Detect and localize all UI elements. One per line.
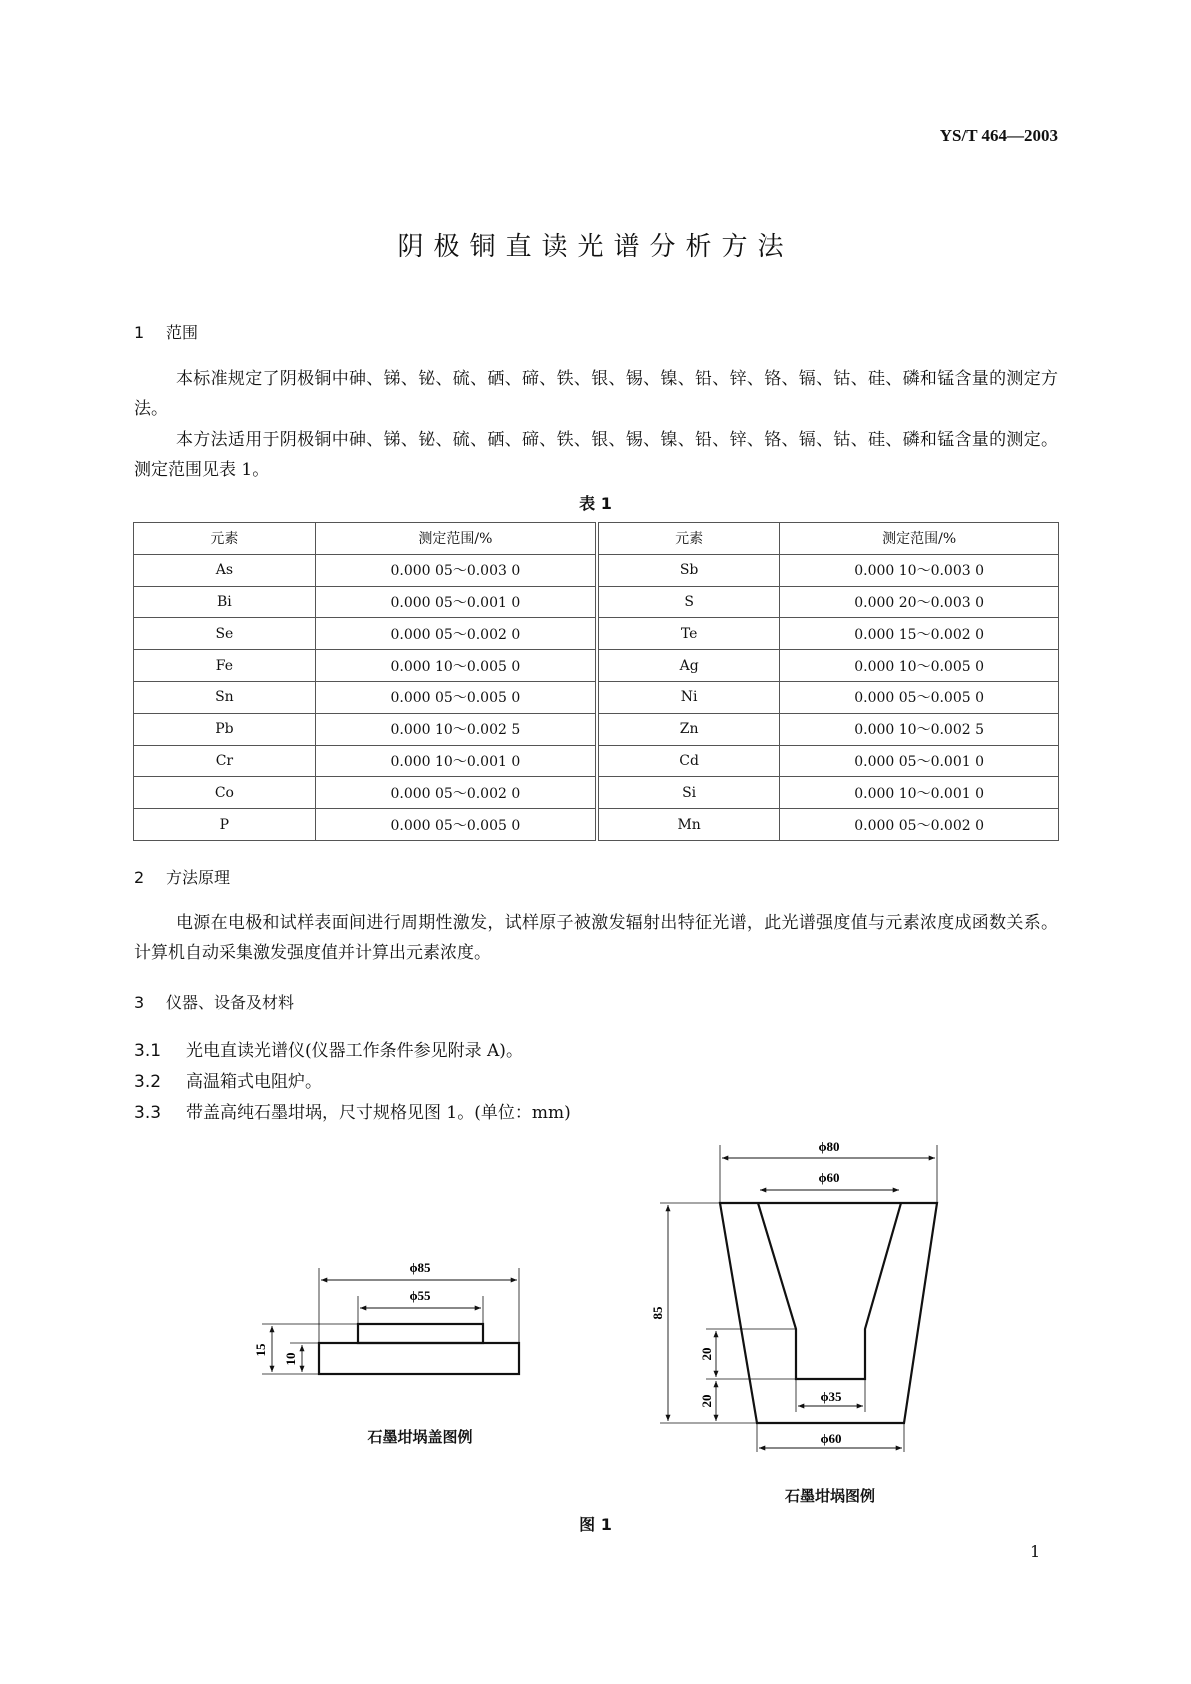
element-cell: Co bbox=[134, 777, 316, 809]
crucible-bottom-inner-diameter-label: ϕ35 bbox=[820, 1389, 842, 1404]
element-cell: Te bbox=[597, 618, 780, 650]
item-text: 高温箱式电阻炉。 bbox=[186, 1072, 322, 1092]
crucible-bottom-diameter-label: ϕ60 bbox=[820, 1431, 842, 1446]
range-cell: 0.000 10～0.002 5 bbox=[315, 713, 597, 745]
range-cell: 0.000 10～0.005 0 bbox=[780, 650, 1059, 682]
crucible-cavity bbox=[758, 1203, 901, 1379]
section-1-paragraph-1: 本标准规定了阴极铜中砷、锑、铋、硫、硒、碲、铁、银、锡、镍、铅、锌、铬、镉、钴、硅、磷和锰含量的测定方法。 bbox=[134, 369, 1058, 419]
range-cell: 0.000 05～0.001 0 bbox=[315, 586, 597, 618]
range-cell: 0.000 05～0.005 0 bbox=[315, 809, 597, 841]
range-cell: 0.000 05～0.001 0 bbox=[780, 745, 1059, 777]
section-number: 1 bbox=[134, 323, 145, 342]
element-cell: Cd bbox=[597, 745, 780, 777]
lid-inner-diameter-label: ϕ55 bbox=[409, 1288, 431, 1303]
range-cell: 0.000 10～0.001 0 bbox=[315, 745, 597, 777]
element-cell: Bi bbox=[134, 586, 316, 618]
crucible-caption: 石墨坩埚图例 bbox=[784, 1487, 875, 1505]
range-cell: 0.000 15～0.002 0 bbox=[780, 618, 1059, 650]
item-number: 3.1 bbox=[134, 1041, 162, 1061]
crucible-lid-drawing bbox=[262, 1268, 519, 1374]
section-title: 范围 bbox=[166, 323, 199, 342]
element-cell: Fe bbox=[134, 650, 316, 682]
item-text: 带盖高纯石墨坩埚，尺寸规格见图 1。(单位：mm) bbox=[186, 1103, 571, 1123]
item-number: 3.2 bbox=[134, 1072, 162, 1092]
range-cell: 0.000 05～0.002 0 bbox=[780, 809, 1059, 841]
range-cell: 0.000 05～0.005 0 bbox=[315, 681, 597, 713]
element-cell: Zn bbox=[597, 713, 780, 745]
element-cell: S bbox=[597, 586, 780, 618]
range-cell: 0.000 10～0.001 0 bbox=[780, 777, 1059, 809]
document-title: 阴极铜直读光谱分析方法 bbox=[397, 232, 794, 262]
item-number: 3.3 bbox=[134, 1103, 162, 1123]
element-cell: As bbox=[134, 554, 316, 586]
table-header-cell: 测定范围/% bbox=[780, 523, 1059, 555]
crucible-top-inner-diameter-label: ϕ60 bbox=[818, 1170, 840, 1185]
range-cell: 0.000 05～0.002 0 bbox=[315, 618, 597, 650]
element-cell: Sb bbox=[597, 554, 780, 586]
range-cell: 0.000 10～0.002 5 bbox=[780, 713, 1059, 745]
lid-outer-diameter-label: ϕ85 bbox=[409, 1260, 431, 1275]
standard-code: YS/T 464—2003 bbox=[939, 126, 1058, 145]
table-header-cell: 元素 bbox=[597, 523, 780, 555]
section-number: 2 bbox=[134, 868, 145, 887]
table-header-cell: 测定范围/% bbox=[315, 523, 597, 555]
crucible-top-diameter-label: ϕ80 bbox=[818, 1139, 840, 1154]
lid-caption: 石墨坩埚盖图例 bbox=[367, 1428, 473, 1446]
element-cell: Pb bbox=[134, 713, 316, 745]
lid-top bbox=[358, 1324, 483, 1343]
element-cell: Mn bbox=[597, 809, 780, 841]
section-2-paragraph: 电源在电极和试样表面间进行周期性激发，试样原子被激发辐射出特征光谱，此光谱强度值与元素浓度成函数关系。计算机自动采集激发强度值并计算出元素浓度。 bbox=[134, 913, 1058, 963]
element-cell: Se bbox=[134, 618, 316, 650]
element-cell: P bbox=[134, 809, 316, 841]
table-header-cell: 元素 bbox=[134, 523, 316, 555]
section-number: 3 bbox=[134, 993, 145, 1012]
range-cell: 0.000 05～0.002 0 bbox=[315, 777, 597, 809]
element-cell: Ag bbox=[597, 650, 780, 682]
crucible-lower-step-label: 20 bbox=[699, 1394, 714, 1408]
element-cell: Si bbox=[597, 777, 780, 809]
element-cell: Sn bbox=[134, 681, 316, 713]
section-title: 仪器、设备及材料 bbox=[166, 993, 295, 1012]
range-cell: 0.000 20～0.003 0 bbox=[780, 586, 1059, 618]
lid-total-height-label: 15 bbox=[253, 1343, 268, 1357]
item-text: 光电直读光谱仪(仪器工作条件参见附录 A)。 bbox=[186, 1041, 523, 1061]
lid-base-height-label: 10 bbox=[283, 1352, 298, 1366]
page-number: 1 bbox=[1030, 1542, 1041, 1561]
section-title: 方法原理 bbox=[166, 868, 231, 887]
table-caption: 表 1 bbox=[579, 494, 612, 513]
element-cell: Cr bbox=[134, 745, 316, 777]
range-cell: 0.000 05～0.003 0 bbox=[315, 554, 597, 586]
range-cell: 0.000 10～0.003 0 bbox=[780, 554, 1059, 586]
lid-base bbox=[319, 1343, 519, 1374]
range-cell: 0.000 05～0.005 0 bbox=[780, 681, 1059, 713]
section-1-paragraph-2: 本方法适用于阴极铜中砷、锑、铋、硫、硒、碲、铁、银、锡、镍、铅、锌、铬、镉、钴、硅、磷和锰含量的测定。测定范围见表 1。 bbox=[134, 430, 1058, 480]
crucible-upper-step-label: 20 bbox=[699, 1347, 714, 1361]
figure-caption: 图 1 bbox=[579, 1515, 612, 1534]
element-cell: Ni bbox=[597, 681, 780, 713]
crucible-height-label: 85 bbox=[650, 1306, 665, 1320]
range-cell: 0.000 10～0.005 0 bbox=[315, 650, 597, 682]
